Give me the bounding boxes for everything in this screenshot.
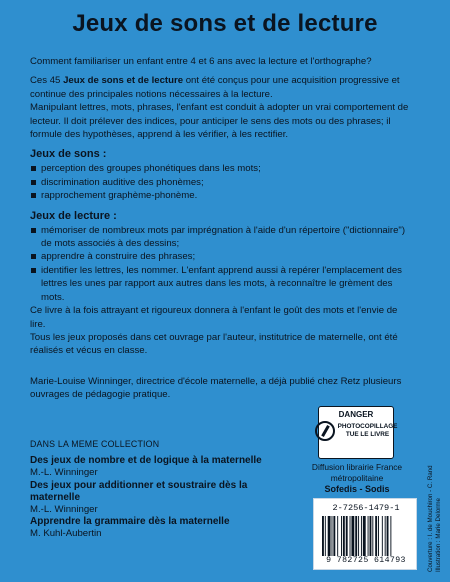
- distribution-info: Diffusion librairie France métropolitaine Sofedis - Sodis: [300, 462, 414, 495]
- barcode: [313, 498, 417, 570]
- bullet-square-icon: [31, 193, 36, 198]
- bullet-square-icon: [31, 166, 36, 171]
- distributor-name: Sofedis - Sodis: [324, 484, 390, 494]
- collection-heading: DANS LA MEME COLLECTION: [30, 439, 160, 449]
- author-note: Marie-Louise Winninger, directrice d'école maternelle, a déjà publié chez Retz plusieurs ouvrages de pédagogie pratique.: [30, 376, 402, 401]
- paragraph-1: Ces 45 Jeux de sons et de lecture ont été conçus pour une acquisition progressive et continue des principales notions nécessaires à la lecture.: [30, 75, 400, 100]
- description: [30, 55, 412, 358]
- collection-book-title: Des jeux de nombre et de logique à la maternelle: [30, 455, 262, 467]
- list-item: mémoriser de nombreux mots par imprégnation à l'aide d'un répertoire ("dictionnaire") de mots associés à des dessins;: [30, 224, 412, 251]
- list-item: apprendre à construire des phrases;: [30, 250, 412, 263]
- collection-book-author: M.-L. Winninger: [30, 467, 98, 479]
- list-item: rapprochement graphème-phonème.: [30, 189, 412, 202]
- barcode-bars-icon: [322, 516, 412, 556]
- bullet-square-icon: [31, 268, 36, 273]
- list-item: discrimination auditive des phonèmes;: [30, 176, 412, 189]
- sons-heading: Jeux de sons :: [30, 148, 107, 161]
- cover-credits: Couverture : I. de Mouchiron - C. Rand Illustration : Marie Delorme: [427, 465, 442, 572]
- paragraph-2: Manipulant lettres, mots, phrases, l'enfant est conduit à adopter un vrai comportement de lecteur. Il doit prélever des indices, pour anticiper le sens des mots ou des phrases; il formule des hypothèses, apprend à les vérifier, à les rectifier.: [30, 102, 409, 141]
- photocopy-warning-logo: [318, 406, 398, 459]
- warning-line-2: TUE LE LIVRE: [345, 431, 390, 438]
- list-item: identifier les lettres, les nommer. L'enfant apprend aussi à repérer l'emplacement des lettres les unes par rapport aux autres dans les mots, à reconnaître le grèment des mots.: [30, 264, 412, 304]
- warning-line-1: PHOTOCOPILLAGE: [337, 423, 398, 431]
- paragraph-4: Tous les jeux proposés dans cet ouvrage par l'auteur, institutrice de maternelle, ont été réalisés et vécus en classe.: [30, 331, 398, 357]
- collection-list: [30, 438, 300, 541]
- lecture-heading: Jeux de lecture :: [30, 209, 117, 222]
- collection-book-title: Apprendre la grammaire dès la maternelle: [30, 516, 230, 528]
- ean-number: 9 782725 614793: [326, 556, 406, 565]
- book-title: Jeux de sons et de lecture: [72, 10, 378, 37]
- collection-book-title: Des jeux pour additionner et soustraire dès la maternelle: [30, 479, 248, 503]
- bullet-square-icon: [31, 180, 36, 185]
- intro-text: Comment familiariser un enfant entre 4 et 6 ans avec la lecture et l'orthographe?: [30, 56, 372, 67]
- paragraph-3: Ce livre à la fois attrayant et rigoureux donnera à l'enfant le goût des mots et l'envie de lire.: [30, 305, 398, 330]
- series-name: Jeux de sons et de lecture: [63, 75, 184, 87]
- collection-book-author: M.-L. Winninger: [30, 504, 98, 516]
- warning-title: DANGER: [338, 410, 374, 419]
- bullet-square-icon: [31, 228, 36, 233]
- list-item: perception des groupes phonétiques dans les mots;: [30, 162, 412, 175]
- collection-book-author: M. Kuhl-Aubertin: [30, 528, 102, 540]
- bullet-square-icon: [31, 254, 36, 259]
- isbn-number: 2-7256-1479-1: [332, 503, 400, 513]
- no-copy-icon: [315, 421, 335, 441]
